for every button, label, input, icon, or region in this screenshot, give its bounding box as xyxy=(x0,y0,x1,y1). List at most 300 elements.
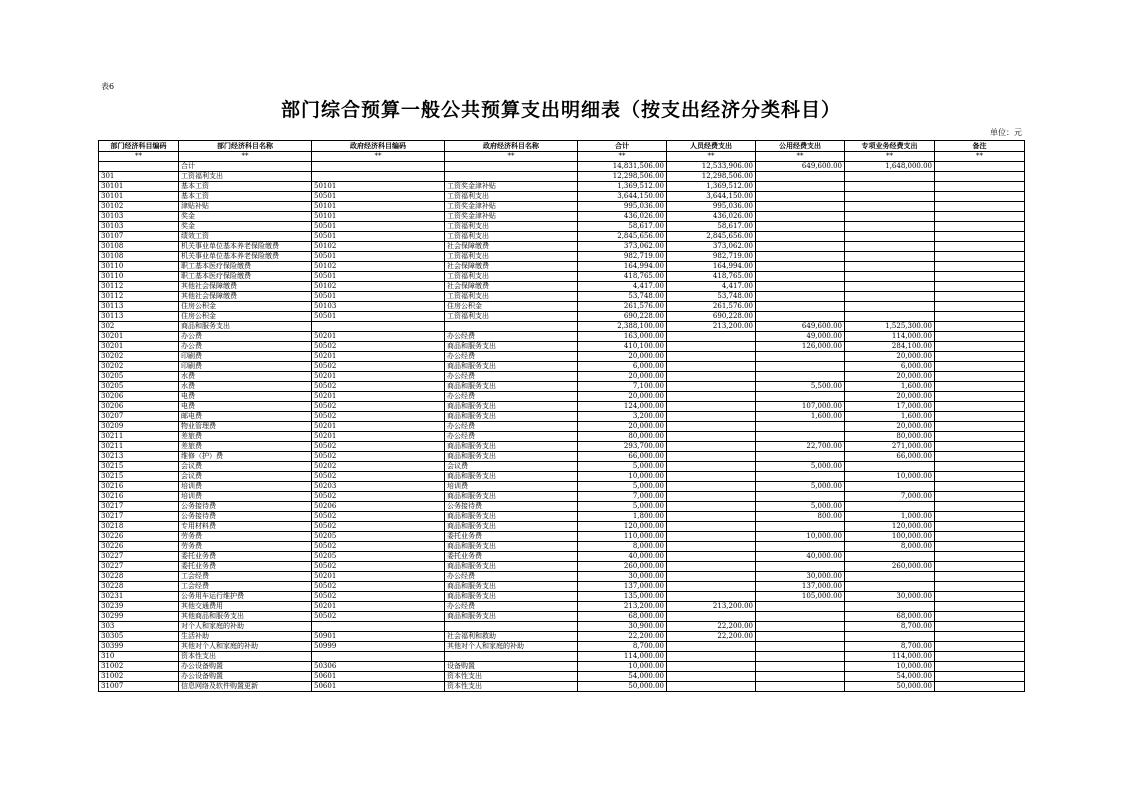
table-row xyxy=(99,292,1025,302)
cell-gov-name: 商品和服务支出 xyxy=(445,522,578,532)
cell-remark xyxy=(935,302,1025,312)
cell-dept-name: 奖金 xyxy=(179,212,312,222)
cell-dept-code: ** xyxy=(99,152,179,162)
cell-gov-name: 社会保障缴费 xyxy=(445,282,578,292)
cell-gov-code: 50205 xyxy=(312,532,445,542)
cell-personnel: 53,748.00 xyxy=(667,292,756,302)
cell-total: 2,388,100.00 xyxy=(578,322,667,332)
cell-gov-name: 商品和服务支出 xyxy=(445,452,578,462)
cell-public xyxy=(756,492,845,502)
cell-gov-code: 50502 xyxy=(312,612,445,622)
cell-gov-code: 50102 xyxy=(312,242,445,252)
table-row xyxy=(99,532,1025,542)
cell-remark xyxy=(935,372,1025,382)
cell-public: 1,600.00 xyxy=(756,412,845,422)
cell-personnel: 690,228.00 xyxy=(667,312,756,322)
cell-total: 22,200.00 xyxy=(578,632,667,642)
cell-dept-name: 培训费 xyxy=(179,492,312,502)
table-row xyxy=(99,502,1025,512)
cell-dept-code: 30217 xyxy=(99,512,179,522)
cell-gov-code: 50502 xyxy=(312,492,445,502)
table-row xyxy=(99,242,1025,252)
cell-total: 5,000.00 xyxy=(578,482,667,492)
cell-remark: ** xyxy=(935,152,1025,162)
cell-total: 164,994.00 xyxy=(578,262,667,272)
table-row xyxy=(99,592,1025,602)
cell-public xyxy=(756,362,845,372)
table-row xyxy=(99,642,1025,652)
cell-public xyxy=(756,182,845,192)
cell-personnel xyxy=(667,432,756,442)
cell-total: 436,026.00 xyxy=(578,212,667,222)
cell-gov-name: 其他对个人和家庭的补助 xyxy=(445,642,578,652)
cell-gov-code: 50601 xyxy=(312,672,445,682)
cell-personnel xyxy=(667,342,756,352)
cell-dept-code: 30209 xyxy=(99,422,179,432)
cell-special xyxy=(845,312,935,322)
table-row xyxy=(99,302,1025,312)
table-row xyxy=(99,512,1025,522)
cell-gov-name: 工资福利支出 xyxy=(445,232,578,242)
cell-public xyxy=(756,282,845,292)
cell-personnel: 3,644,150.00 xyxy=(667,192,756,202)
cell-gov-name: 商品和服务支出 xyxy=(445,592,578,602)
cell-special xyxy=(845,582,935,592)
table-row xyxy=(99,322,1025,332)
cell-gov-code: 50501 xyxy=(312,232,445,242)
cell-gov-code xyxy=(312,622,445,632)
cell-public: 137,000.00 xyxy=(756,582,845,592)
cell-public xyxy=(756,542,845,552)
cell-special: 10,000.00 xyxy=(845,662,935,672)
cell-remark xyxy=(935,242,1025,252)
cell-gov-code: 50102 xyxy=(312,282,445,292)
cell-special xyxy=(845,482,935,492)
cell-total: 58,617.00 xyxy=(578,222,667,232)
cell-dept-code: 30226 xyxy=(99,542,179,552)
cell-total: 995,036.00 xyxy=(578,202,667,212)
cell-remark xyxy=(935,452,1025,462)
cell-total: 80,000.00 xyxy=(578,432,667,442)
cell-special xyxy=(845,462,935,472)
table-row xyxy=(99,622,1025,632)
cell-total: 114,000.00 xyxy=(578,652,667,662)
cell-dept-code: 30103 xyxy=(99,212,179,222)
cell-total: 20,000.00 xyxy=(578,372,667,382)
table-row xyxy=(99,382,1025,392)
cell-total: 53,748.00 xyxy=(578,292,667,302)
cell-special xyxy=(845,552,935,562)
cell-dept-name: 劳务费 xyxy=(179,542,312,552)
cell-public xyxy=(756,662,845,672)
column-header-public: 公用经费支出 xyxy=(756,141,845,152)
cell-gov-code: 50502 xyxy=(312,402,445,412)
cell-gov-code: 50101 xyxy=(312,182,445,192)
cell-public xyxy=(756,242,845,252)
cell-gov-name: 商品和服务支出 xyxy=(445,512,578,522)
cell-remark xyxy=(935,612,1025,622)
cell-remark xyxy=(935,172,1025,182)
cell-remark xyxy=(935,432,1025,442)
cell-special: 284,100.00 xyxy=(845,342,935,352)
cell-gov-name: 工资福利支出 xyxy=(445,292,578,302)
cell-special: 120,000.00 xyxy=(845,522,935,532)
cell-personnel: 995,036.00 xyxy=(667,202,756,212)
cell-dept-code: 30205 xyxy=(99,372,179,382)
cell-gov-name: 商品和服务支出 xyxy=(445,402,578,412)
cell-gov-name xyxy=(445,622,578,632)
cell-dept-code: 30226 xyxy=(99,532,179,542)
cell-gov-code: 50201 xyxy=(312,602,445,612)
cell-total: 7,000.00 xyxy=(578,492,667,502)
cell-gov-name: 工资福利支出 xyxy=(445,272,578,282)
cell-dept-name: 住房公积金 xyxy=(179,312,312,322)
cell-total: 2,845,656.00 xyxy=(578,232,667,242)
cell-dept-code: 30101 xyxy=(99,182,179,192)
cell-total: 7,100.00 xyxy=(578,382,667,392)
cell-remark xyxy=(935,622,1025,632)
cell-total: 3,644,150.00 xyxy=(578,192,667,202)
table-row xyxy=(99,482,1025,492)
cell-remark xyxy=(935,222,1025,232)
table-row xyxy=(99,252,1025,262)
cell-remark xyxy=(935,592,1025,602)
cell-gov-name: 工资奖金津补贴 xyxy=(445,202,578,212)
cell-public: 49,000.00 xyxy=(756,332,845,342)
cell-gov-code: 50501 xyxy=(312,252,445,262)
cell-special: 20,000.00 xyxy=(845,422,935,432)
cell-dept-code: 30227 xyxy=(99,562,179,572)
table-row xyxy=(99,192,1025,202)
table-row xyxy=(99,652,1025,662)
cell-public xyxy=(756,192,845,202)
cell-special: 8,700.00 xyxy=(845,642,935,652)
table-row xyxy=(99,672,1025,682)
cell-gov-code: 50502 xyxy=(312,562,445,572)
cell-gov-name: 设备购置 xyxy=(445,662,578,672)
table-row xyxy=(99,442,1025,452)
cell-gov-name: 资本性支出 xyxy=(445,672,578,682)
cell-special xyxy=(845,212,935,222)
cell-public xyxy=(756,682,845,692)
cell-gov-name: 商品和服务支出 xyxy=(445,472,578,482)
cell-remark xyxy=(935,572,1025,582)
cell-total: 30,000.00 xyxy=(578,572,667,582)
cell-public xyxy=(756,252,845,262)
column-header-total: 合计 xyxy=(578,141,667,152)
cell-dept-name: 邮电费 xyxy=(179,412,312,422)
cell-total: 261,576.00 xyxy=(578,302,667,312)
cell-remark xyxy=(935,262,1025,272)
cell-public xyxy=(756,472,845,482)
cell-personnel: 164,994.00 xyxy=(667,262,756,272)
cell-gov-code: 50202 xyxy=(312,462,445,472)
cell-total: 8,000.00 xyxy=(578,542,667,552)
table-row xyxy=(99,422,1025,432)
cell-dept-code: 30218 xyxy=(99,522,179,532)
cell-gov-code: 50501 xyxy=(312,222,445,232)
cell-gov-name: 工资奖金津补贴 xyxy=(445,182,578,192)
cell-total: 213,200.00 xyxy=(578,602,667,612)
cell-remark xyxy=(935,182,1025,192)
cell-dept-name: 其他对个人和家庭的补助 xyxy=(179,642,312,652)
cell-gov-code: 50502 xyxy=(312,582,445,592)
cell-total: 10,000.00 xyxy=(578,472,667,482)
cell-total: 20,000.00 xyxy=(578,392,667,402)
cell-gov-code: ** xyxy=(312,152,445,162)
cell-total: 418,765.00 xyxy=(578,272,667,282)
cell-personnel: 418,765.00 xyxy=(667,272,756,282)
cell-dept-code xyxy=(99,162,179,172)
cell-personnel xyxy=(667,512,756,522)
cell-gov-code: 50502 xyxy=(312,592,445,602)
cell-remark xyxy=(935,472,1025,482)
cell-special: ** xyxy=(845,152,935,162)
cell-dept-code: 310 xyxy=(99,652,179,662)
cell-dept-name: 机关事业单位基本养老保险缴费 xyxy=(179,242,312,252)
cell-total: 690,228.00 xyxy=(578,312,667,322)
cell-public xyxy=(756,432,845,442)
table-row xyxy=(99,362,1025,372)
cell-special xyxy=(845,272,935,282)
cell-dept-code: 31002 xyxy=(99,662,179,672)
table-row xyxy=(99,352,1025,362)
cell-remark xyxy=(935,412,1025,422)
cell-public: 5,500.00 xyxy=(756,382,845,392)
cell-gov-name: 社会福利和救助 xyxy=(445,632,578,642)
cell-dept-code: 30108 xyxy=(99,242,179,252)
cell-public xyxy=(756,262,845,272)
cell-gov-code: 50502 xyxy=(312,522,445,532)
cell-gov-code xyxy=(312,652,445,662)
column-header-gov-name: 政府经济科目名称 xyxy=(445,141,578,152)
cell-gov-code: 50103 xyxy=(312,302,445,312)
cell-gov-code: 50101 xyxy=(312,212,445,222)
cell-remark xyxy=(935,682,1025,692)
cell-public xyxy=(756,212,845,222)
table-row xyxy=(99,522,1025,532)
cell-dept-name: 公务接待费 xyxy=(179,502,312,512)
cell-dept-code: 30110 xyxy=(99,262,179,272)
cell-dept-name: 公务用车运行维护费 xyxy=(179,592,312,602)
cell-gov-name: 办公经费 xyxy=(445,392,578,402)
budget-detail-table xyxy=(98,140,1025,692)
cell-gov-name: 办公经费 xyxy=(445,422,578,432)
cell-dept-code: 30215 xyxy=(99,462,179,472)
cell-remark xyxy=(935,332,1025,342)
cell-total: 1,369,512.00 xyxy=(578,182,667,192)
cell-public xyxy=(756,372,845,382)
cell-special: 20,000.00 xyxy=(845,392,935,402)
table-row xyxy=(99,542,1025,552)
cell-remark xyxy=(935,442,1025,452)
cell-personnel xyxy=(667,682,756,692)
cell-public: 10,000.00 xyxy=(756,532,845,542)
table-row xyxy=(99,222,1025,232)
table-row xyxy=(99,632,1025,642)
cell-dept-code: 303 xyxy=(99,622,179,632)
cell-personnel: 436,026.00 xyxy=(667,212,756,222)
cell-dept-code: 30205 xyxy=(99,382,179,392)
cell-dept-name: 电费 xyxy=(179,402,312,412)
table-body xyxy=(99,152,1025,692)
cell-personnel xyxy=(667,392,756,402)
cell-gov-code: 50101 xyxy=(312,202,445,212)
cell-total: 5,000.00 xyxy=(578,462,667,472)
cell-personnel: 12,533,906.00 xyxy=(667,162,756,172)
column-header-dept-code: 部门经济科目编码 xyxy=(99,141,179,152)
column-header-remark: 备注 xyxy=(935,141,1025,152)
cell-dept-code: 30299 xyxy=(99,612,179,622)
cell-personnel: 982,719.00 xyxy=(667,252,756,262)
cell-public xyxy=(756,522,845,532)
cell-dept-name: 津贴补贴 xyxy=(179,202,312,212)
cell-personnel xyxy=(667,532,756,542)
column-header-dept-name: 部门经济科目名称 xyxy=(179,141,312,152)
cell-gov-name xyxy=(445,162,578,172)
table-row xyxy=(99,462,1025,472)
cell-gov-name: 商品和服务支出 xyxy=(445,562,578,572)
cell-remark xyxy=(935,512,1025,522)
cell-total: 124,000.00 xyxy=(578,402,667,412)
cell-dept-code: 31002 xyxy=(99,672,179,682)
cell-gov-name: 工资福利支出 xyxy=(445,192,578,202)
cell-gov-code: 50999 xyxy=(312,642,445,652)
cell-special: 1,525,300.00 xyxy=(845,322,935,332)
cell-gov-code xyxy=(312,322,445,332)
cell-dept-name: 培训费 xyxy=(179,482,312,492)
cell-total: 120,000.00 xyxy=(578,522,667,532)
cell-remark xyxy=(935,252,1025,262)
cell-dept-code: 30206 xyxy=(99,392,179,402)
table-row xyxy=(99,172,1025,182)
cell-dept-name: 奖金 xyxy=(179,222,312,232)
cell-dept-code: 30102 xyxy=(99,202,179,212)
cell-public: 5,000.00 xyxy=(756,502,845,512)
cell-dept-name: 办公设备购置 xyxy=(179,672,312,682)
table-row xyxy=(99,612,1025,622)
cell-dept-name: 合计 xyxy=(179,162,312,172)
cell-gov-name: 工资福利支出 xyxy=(445,252,578,262)
cell-dept-name: 资本性支出 xyxy=(179,652,312,662)
cell-gov-name: 办公经费 xyxy=(445,352,578,362)
table-row xyxy=(99,162,1025,172)
cell-dept-name: 工资福利支出 xyxy=(179,172,312,182)
cell-dept-name: 公务接待费 xyxy=(179,512,312,522)
cell-public: 105,000.00 xyxy=(756,592,845,602)
cell-total: 4,417.00 xyxy=(578,282,667,292)
cell-gov-code: 50205 xyxy=(312,552,445,562)
cell-remark xyxy=(935,492,1025,502)
column-header-personnel: 人员经费支出 xyxy=(667,141,756,152)
cell-dept-name: 其他商品和服务支出 xyxy=(179,612,312,622)
cell-special: 7,000.00 xyxy=(845,492,935,502)
cell-dept-name: 其他社会保障缴费 xyxy=(179,282,312,292)
table-row xyxy=(99,452,1025,462)
cell-gov-name: 工资福利支出 xyxy=(445,222,578,232)
cell-remark xyxy=(935,422,1025,432)
cell-special: 114,000.00 xyxy=(845,652,935,662)
cell-special: 114,000.00 xyxy=(845,332,935,342)
cell-personnel: 2,845,656.00 xyxy=(667,232,756,242)
cell-dept-code: 30399 xyxy=(99,642,179,652)
cell-total: 110,000.00 xyxy=(578,532,667,542)
cell-dept-code: 30103 xyxy=(99,222,179,232)
cell-dept-code: 30228 xyxy=(99,582,179,592)
cell-remark xyxy=(935,522,1025,532)
cell-public xyxy=(756,272,845,282)
cell-special: 54,000.00 xyxy=(845,672,935,682)
cell-personnel: ** xyxy=(667,152,756,162)
cell-gov-name xyxy=(445,322,578,332)
cell-gov-code xyxy=(312,162,445,172)
cell-total: 373,062.00 xyxy=(578,242,667,252)
cell-gov-name: 社会保障缴费 xyxy=(445,262,578,272)
cell-gov-name: 办公经费 xyxy=(445,432,578,442)
cell-personnel xyxy=(667,642,756,652)
cell-total: 66,000.00 xyxy=(578,452,667,462)
table-row xyxy=(99,202,1025,212)
cell-total: 14,831,506.00 xyxy=(578,162,667,172)
cell-dept-name: 办公费 xyxy=(179,332,312,342)
cell-total: 260,000.00 xyxy=(578,562,667,572)
table-row xyxy=(99,662,1025,672)
cell-public: 40,000.00 xyxy=(756,552,845,562)
cell-total: 50,000.00 xyxy=(578,682,667,692)
cell-special: 66,000.00 xyxy=(845,452,935,462)
cell-public xyxy=(756,642,845,652)
cell-dept-name: 工会经费 xyxy=(179,582,312,592)
cell-special: 50,000.00 xyxy=(845,682,935,692)
cell-personnel: 213,200.00 xyxy=(667,602,756,612)
cell-public xyxy=(756,612,845,622)
cell-total: ** xyxy=(578,152,667,162)
cell-dept-code: 30201 xyxy=(99,332,179,342)
cell-dept-name: 生活补助 xyxy=(179,632,312,642)
cell-dept-name: 会议费 xyxy=(179,462,312,472)
cell-dept-name: 办公费 xyxy=(179,342,312,352)
cell-special xyxy=(845,292,935,302)
cell-dept-code: 30101 xyxy=(99,192,179,202)
cell-remark xyxy=(935,482,1025,492)
cell-dept-code: 30217 xyxy=(99,502,179,512)
cell-special: 1,600.00 xyxy=(845,382,935,392)
cell-public: ** xyxy=(756,152,845,162)
cell-gov-name xyxy=(445,172,578,182)
cell-special: 10,000.00 xyxy=(845,472,935,482)
cell-special: 20,000.00 xyxy=(845,372,935,382)
cell-gov-name: 办公经费 xyxy=(445,332,578,342)
cell-special: 271,000.00 xyxy=(845,442,935,452)
cell-public xyxy=(756,562,845,572)
cell-personnel xyxy=(667,472,756,482)
cell-dept-code: 30207 xyxy=(99,412,179,422)
cell-gov-code: 50502 xyxy=(312,362,445,372)
cell-special: 1,648,000.00 xyxy=(845,162,935,172)
cell-personnel xyxy=(667,412,756,422)
cell-dept-name: 机关事业单位基本养老保险缴费 xyxy=(179,252,312,262)
cell-special: 30,000.00 xyxy=(845,592,935,602)
cell-dept-name: 住房公积金 xyxy=(179,302,312,312)
cell-personnel xyxy=(667,442,756,452)
unit-label: 单位：元 xyxy=(990,128,1022,137)
cell-gov-name: 商品和服务支出 xyxy=(445,382,578,392)
table-row xyxy=(99,152,1025,162)
cell-public xyxy=(756,312,845,322)
cell-remark xyxy=(935,352,1025,362)
cell-personnel: 261,576.00 xyxy=(667,302,756,312)
cell-dept-code: 30206 xyxy=(99,402,179,412)
